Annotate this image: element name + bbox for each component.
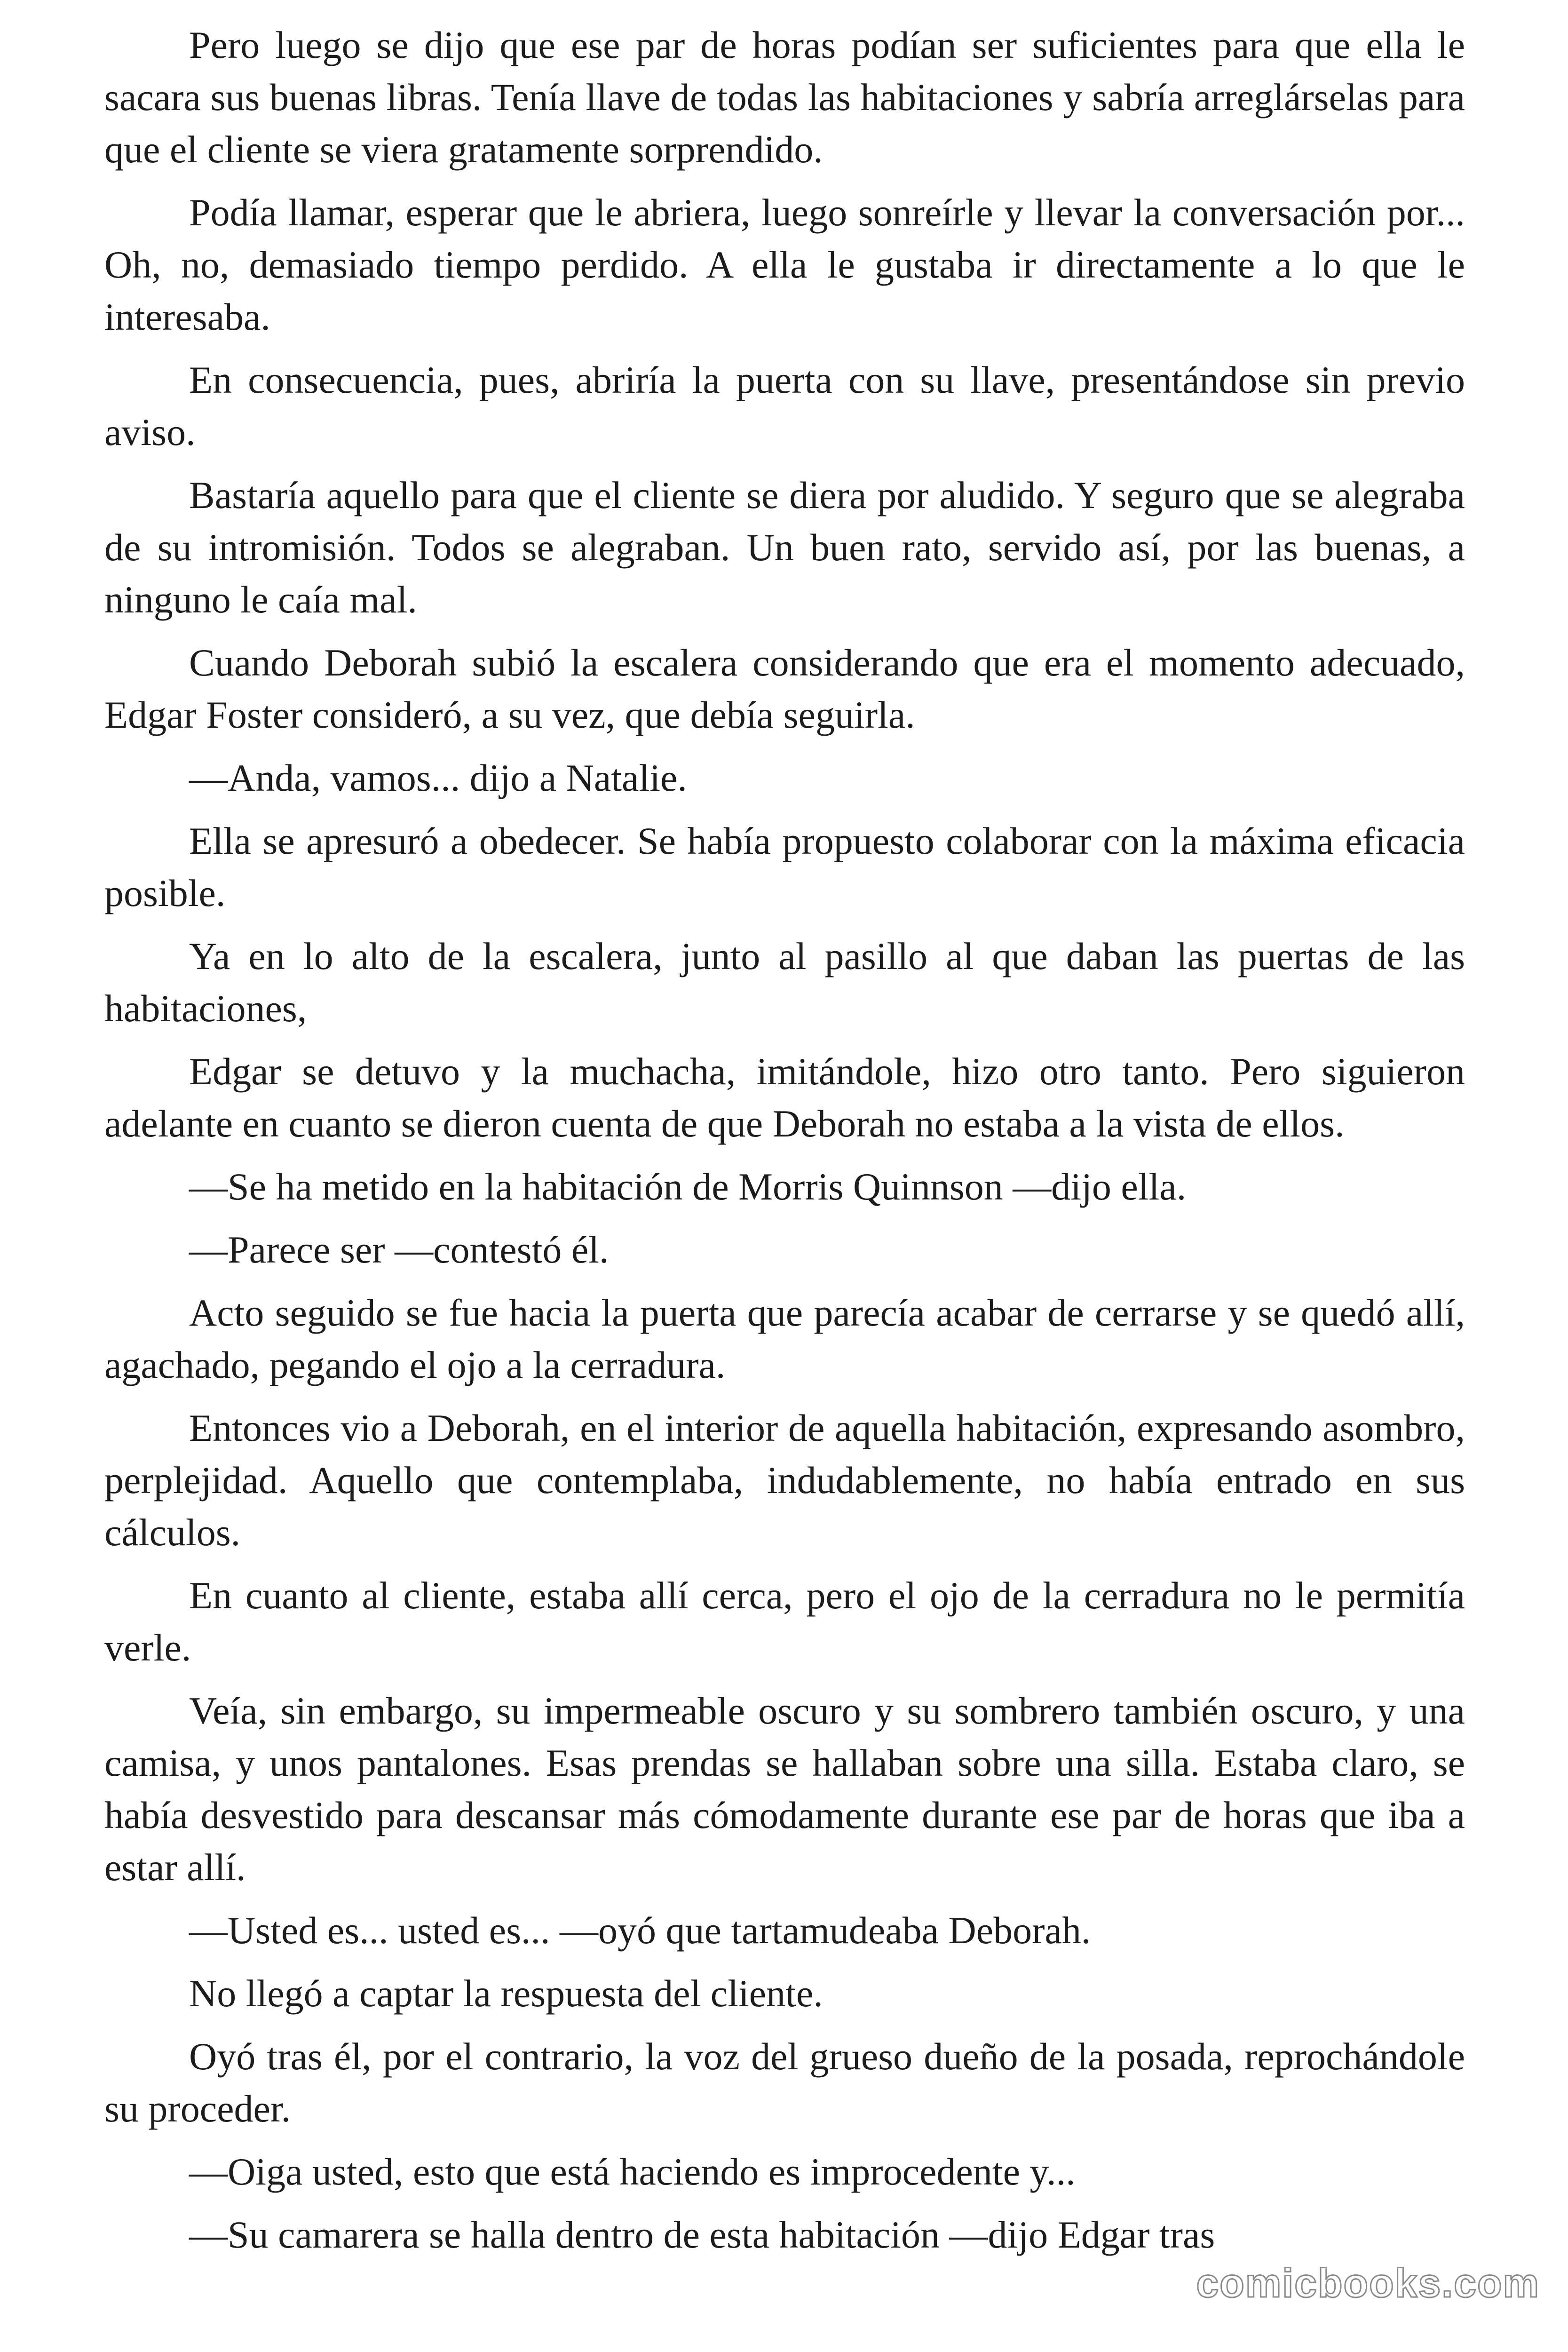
paragraph: Podía llamar, esperar que le abriera, luego sonreírle y llevar la conversación por... Oh, no, demasiado tiempo perdido. A ella le gustaba ir directamente a lo que le interesaba. xyxy=(104,191,1465,338)
paragraph: —Anda, vamos... dijo a Natalie. xyxy=(189,756,687,799)
paragraph: —Usted es... usted es... —oyó que tartamudeaba Deborah. xyxy=(189,1909,1091,1952)
paragraph: En consecuencia, pues, abriría la puerta con su llave, presentándose sin previo aviso. xyxy=(104,358,1465,453)
paragraph: Acto seguido se fue hacia la puerta que parecía acabar de cerrarse y se quedó allí, agachado, pegando el ojo a la cerradura. xyxy=(104,1291,1465,1386)
paragraph: Pero luego se dijo que ese par de horas podían ser suficientes para que ella le sacara sus buenas libras. Tenía llave de todas las habitaciones y sabría arreglárselas para que el cliente se viera gratamente sorprendido. xyxy=(104,24,1465,171)
paragraph: Ella se apresuró a obedecer. Se había propuesto colaborar con la máxima eficacia posible. xyxy=(104,819,1465,914)
paragraph: Veía, sin embargo, su impermeable oscuro y su sombrero también oscuro, y una camisa, y unos pantalones. Esas prendas se hallaban sobre una silla. Estaba claro, se había desvestido para descansar más cómodamente durante ese par de horas que iba a estar allí. xyxy=(104,1689,1465,1889)
document-page xyxy=(104,19,1465,2272)
paragraph: No llegó a captar la respuesta del cliente. xyxy=(189,1972,823,2015)
paragraph: —Parece ser —contestó él. xyxy=(189,1228,609,1271)
paragraph: —Su camarera se halla dentro de esta habitación —dijo Edgar tras xyxy=(189,2213,1215,2256)
paragraph: Ya en lo alto de la escalera, junto al pasillo al que daban las puertas de las habitaciones, xyxy=(104,935,1465,1030)
paragraph: Oyó tras él, por el contrario, la voz del grueso dueño de la posada, reprochándole su proceder. xyxy=(104,2035,1465,2130)
paragraph: Edgar se detuvo y la muchacha, imitándole, hizo otro tanto. Pero siguieron adelante en cuanto se dieron cuenta de que Deborah no estaba a la vista de ellos. xyxy=(104,1050,1465,1145)
paragraph: Bastaría aquello para que el cliente se diera por aludido. Y seguro que se alegraba de su intromisión. Todos se alegraban. Un buen rato, servido así, por las buenas, a ninguno le caía mal. xyxy=(104,474,1465,621)
watermark: comicbooks.com xyxy=(1196,2261,1540,2306)
paragraph: Entonces vio a Deborah, en el interior de aquella habitación, expresando asombro, perplejidad. Aquello que contemplaba, indudablemente, no había entrado en sus cálculos. xyxy=(104,1406,1465,1554)
paragraph: —Se ha metido en la habitación de Morris Quinnson —dijo ella. xyxy=(189,1165,1187,1208)
paragraph: En cuanto al cliente, estaba allí cerca, pero el ojo de la cerradura no le permitía verle. xyxy=(104,1574,1465,1669)
paragraph: —Oiga usted, esto que está haciendo es improcedente y... xyxy=(189,2150,1076,2193)
paragraph: Cuando Deborah subió la escalera considerando que era el momento adecuado, Edgar Foster consideró, a su vez, que debía seguirla. xyxy=(104,641,1465,736)
